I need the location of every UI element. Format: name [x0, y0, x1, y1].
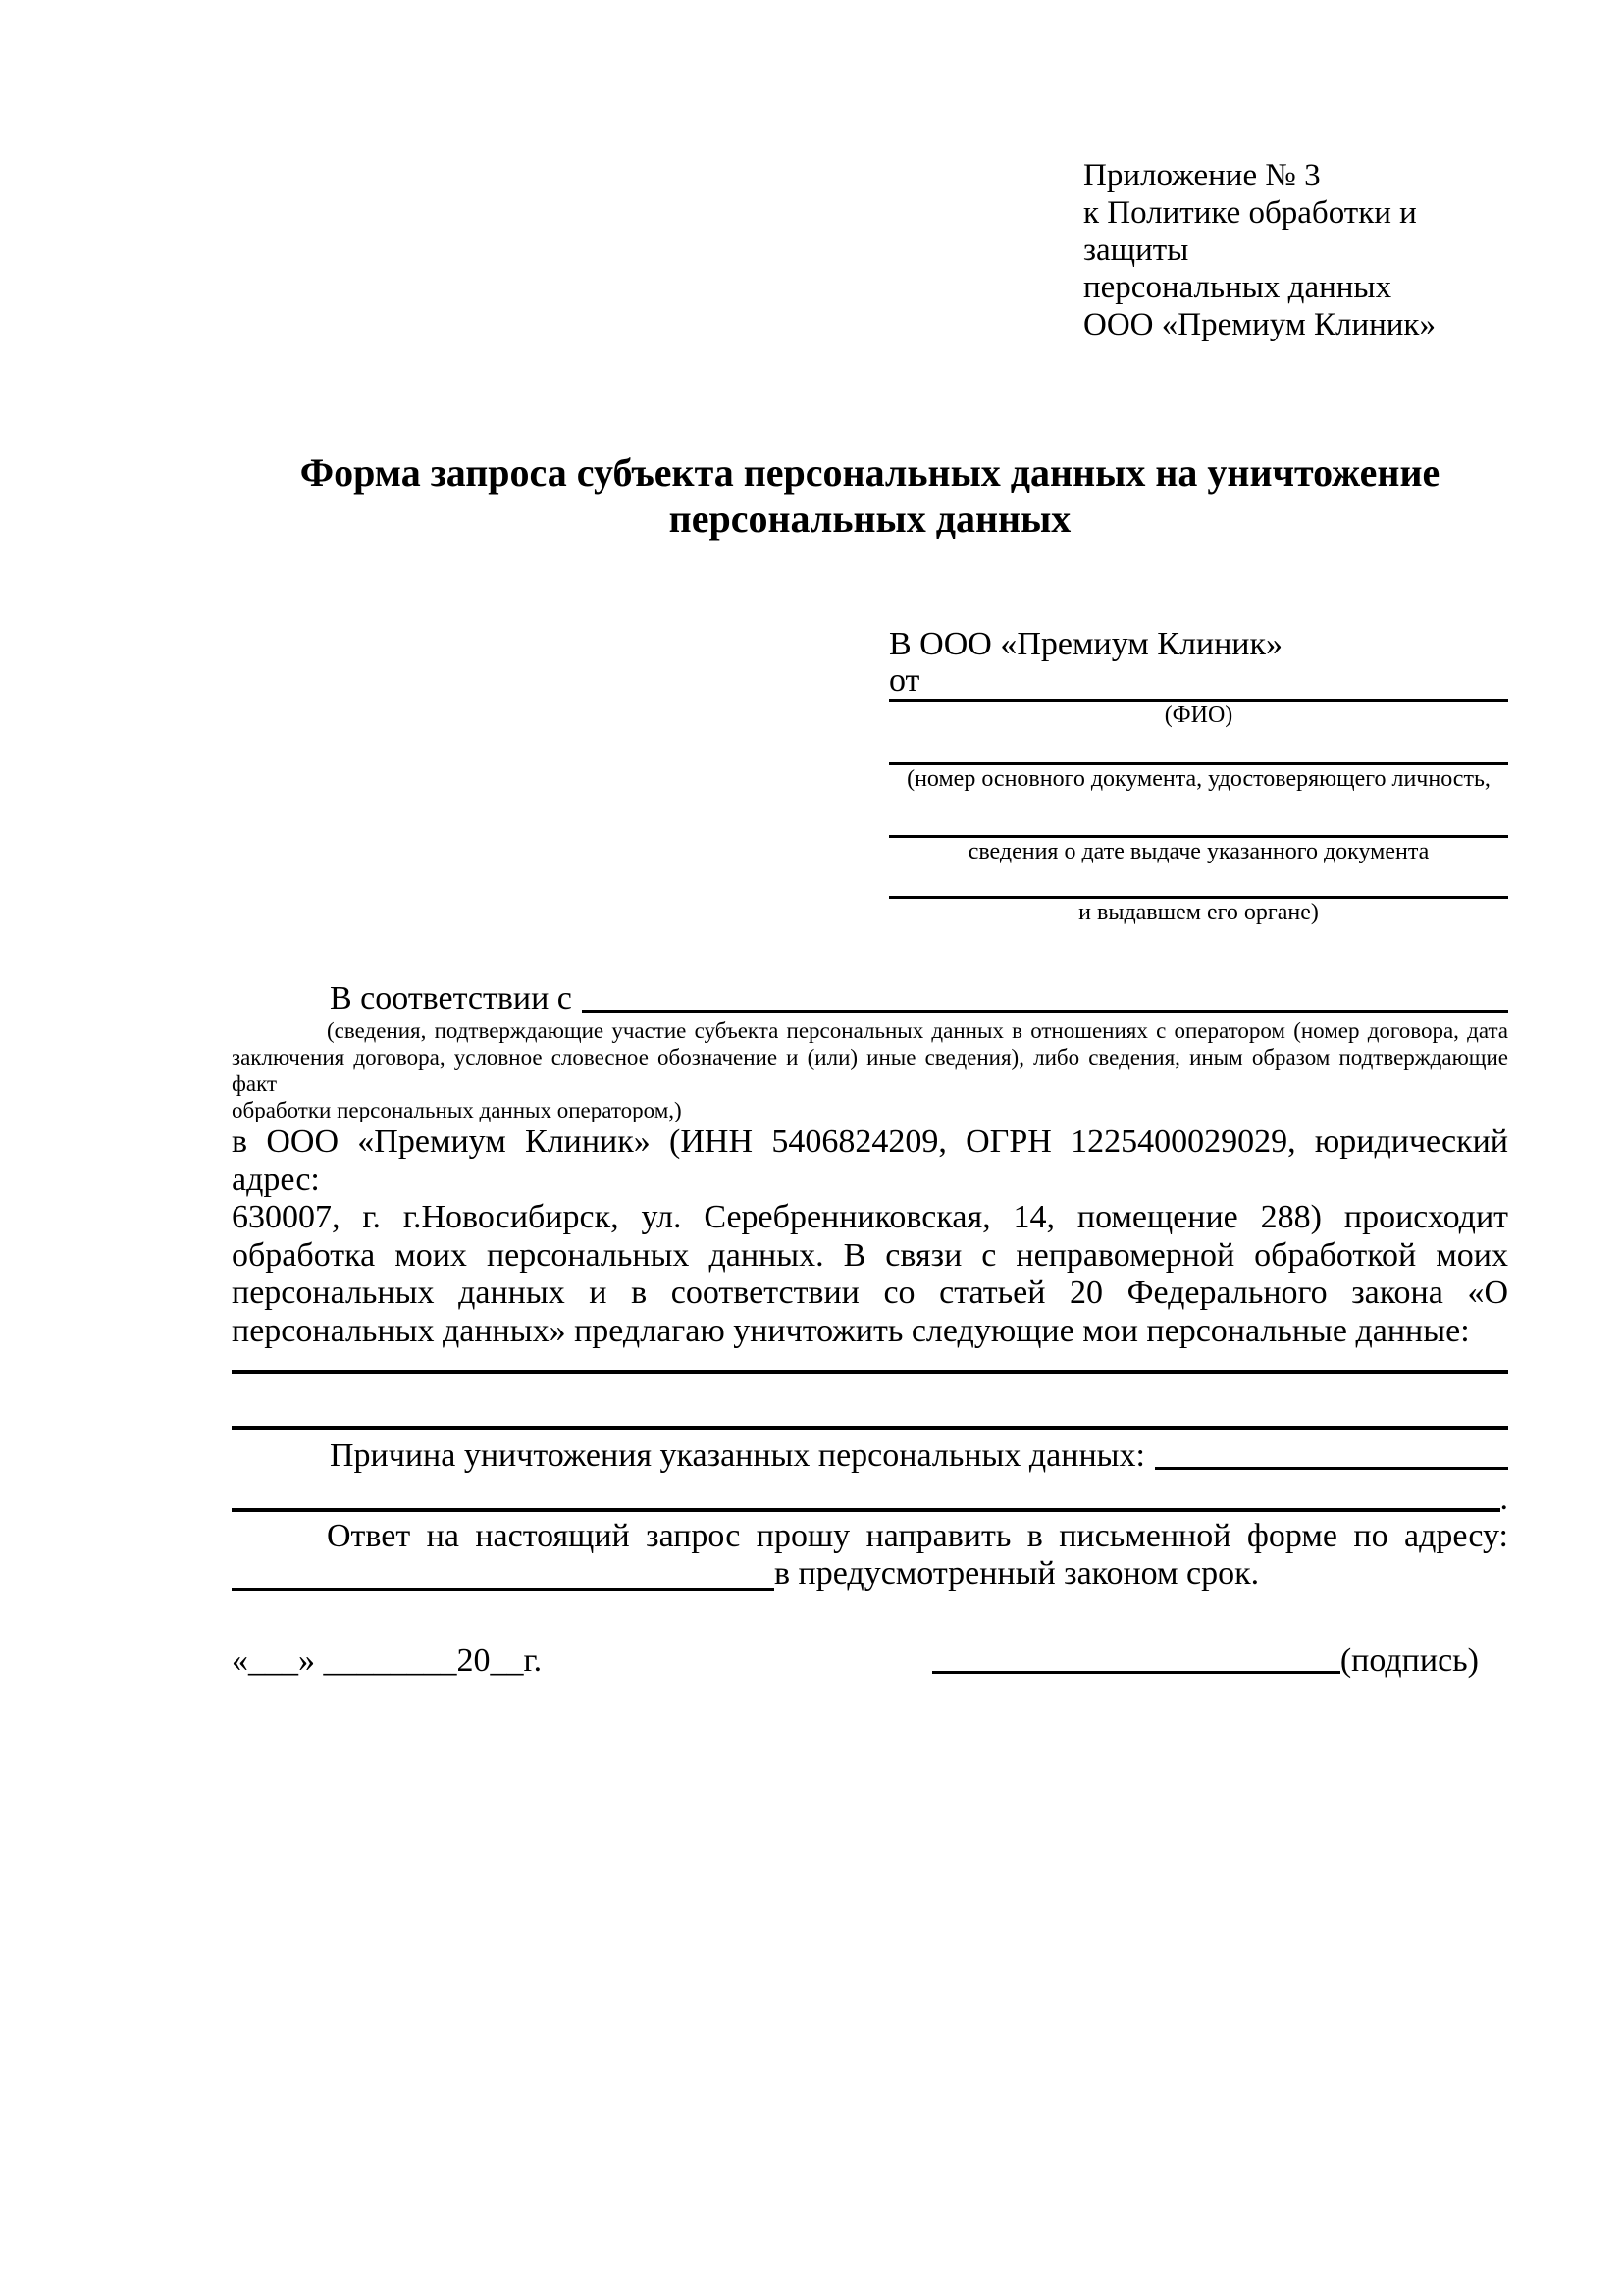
main-paragraph-line: персональных данных и в соответствии со статьей 20 Федерального закона «О	[232, 1275, 1508, 1311]
address-input-line[interactable]	[232, 1588, 774, 1591]
line-end-period: .	[1499, 1481, 1508, 1517]
personal-data-input-line[interactable]	[232, 1426, 1508, 1430]
main-paragraph-line: в ООО «Премиум Клиник» (ИНН 5406824209, ОГРН 1225400029029, юридический адрес:	[232, 1123, 1508, 1198]
main-paragraph-line: обработка моих персональных данных. В связи с неправомерной обработкой моих	[232, 1236, 1508, 1274]
from-label: от	[889, 662, 920, 699]
response-request-line: Ответ на настоящий запрос прошу направить в письменной форме по адресу:	[327, 1518, 1508, 1554]
issuing-authority-caption: и выдавшем его органе)	[1078, 900, 1319, 925]
appendix-note-line: персональных данных	[1083, 270, 1392, 305]
page-title-line: персональных данных	[668, 496, 1072, 541]
date-signature-row	[232, 1637, 1479, 1680]
page-title-line: Форма запроса субъекта персональных данных на уничтожение	[299, 450, 1440, 495]
signature-group	[932, 1643, 1479, 1680]
accordance-note-line: обработки персональных данных оператором,)	[232, 1098, 682, 1122]
reason-row	[232, 1435, 1508, 1475]
signature-caption: (подпись)	[1339, 1643, 1479, 1679]
accordance-label: В соответствии с	[330, 980, 572, 1017]
accordance-note-line: заключения договора, условное словесное обозначение и (или) иные сведения), либо сведения, иным образом подтверждающие факт	[232, 1045, 1508, 1096]
appendix-note-line: Приложение № 3	[1083, 158, 1321, 193]
page-title	[232, 449, 1508, 542]
legal-term-text: в предусмотренный законом срок.	[774, 1555, 1260, 1592]
reason-label: Причина уничтожения указанных персональных данных:	[330, 1437, 1145, 1474]
signature-input-line[interactable]	[932, 1671, 1340, 1674]
reason-input-line[interactable]	[232, 1508, 1500, 1512]
accordance-note	[232, 1018, 1508, 1123]
reason-input-line[interactable]	[1155, 1467, 1508, 1470]
accordance-note-line: (сведения, подтверждающие участие субъекта персональных данных в отношениях с оператором (номер договора, дата	[327, 1018, 1508, 1043]
document-number-caption: (номер основного документа, удостоверяющего личность,	[907, 766, 1491, 792]
address-row	[232, 1555, 1508, 1592]
fio-caption: (ФИО)	[1164, 703, 1233, 728]
appendix-note	[1083, 157, 1508, 343]
appendix-note-line: ООО «Премиум Клиник»	[1083, 307, 1436, 342]
personal-data-input-line[interactable]	[232, 1370, 1508, 1374]
appendix-note-line: к Политике обработки и защиты	[1083, 195, 1417, 268]
reason-continuation-row	[232, 1483, 1508, 1518]
accordance-input-line[interactable]	[582, 1010, 1508, 1013]
issue-date-caption: сведения о дате выдаче указанного документа	[968, 839, 1430, 864]
addressee-org: В ООО «Премиум Клиник»	[889, 626, 1283, 662]
accordance-row	[232, 980, 1508, 1018]
main-paragraph-line: 630007, г. г.Новосибирск, ул. Серебренниковская, 14, помещение 288) происходит	[232, 1199, 1508, 1235]
main-paragraph	[232, 1123, 1508, 1350]
main-paragraph-line: персональных данных» предлагаю уничтожить следующие мои персональные данные:	[232, 1312, 1470, 1349]
date-fill-line[interactable]: «___» ________20__г.	[232, 1643, 543, 1679]
addressee-block	[889, 626, 1508, 926]
